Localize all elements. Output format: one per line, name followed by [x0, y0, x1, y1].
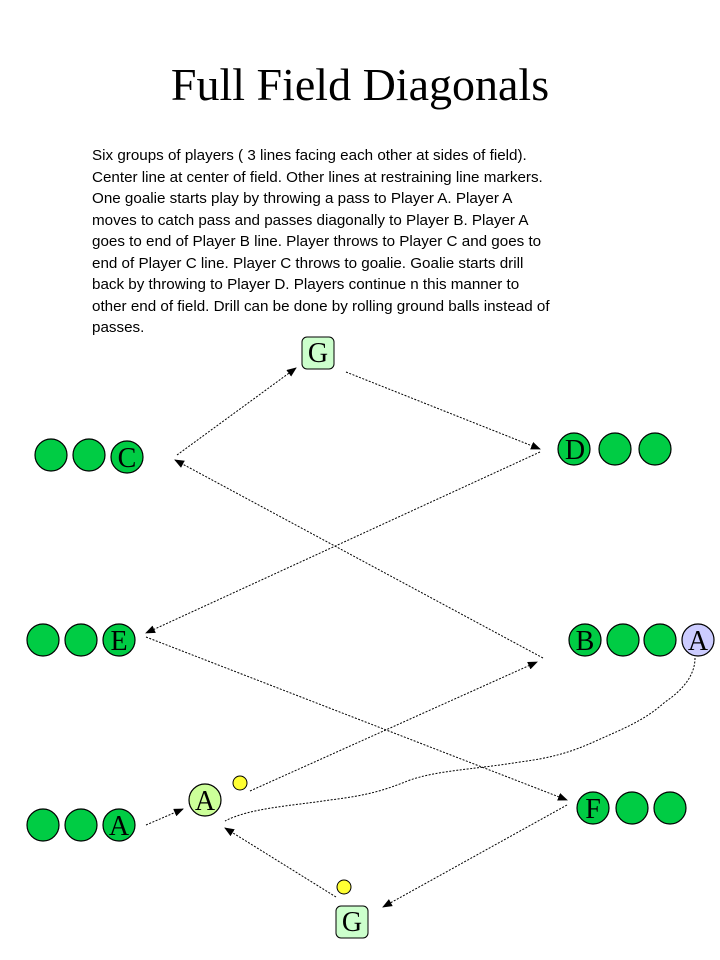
page-title: Full Field Diagonals	[170, 59, 550, 110]
description-line: passes.	[92, 319, 145, 336]
player-marker	[599, 433, 631, 465]
pass-arrow	[146, 809, 183, 825]
pass-arrow	[250, 662, 537, 791]
player-marker	[65, 624, 97, 656]
player-e-label: E	[110, 626, 128, 657]
goalie-bottom-label: G	[341, 907, 363, 938]
description-line: other end of field. Drill can be done by rolling ground balls instead of	[92, 297, 550, 315]
player-marker	[607, 624, 639, 656]
description-line: end of Player C line. Player C throws to goalie. Goalie starts drill	[92, 254, 524, 272]
player-a-end-label: A	[687, 626, 709, 657]
player-marker	[644, 624, 676, 656]
ball	[337, 880, 351, 894]
pass-arrow	[146, 452, 540, 633]
pass-arrow	[175, 460, 543, 658]
goalie-top-label: G	[307, 338, 329, 369]
player-marker	[27, 809, 59, 841]
description-line: moves to catch pass and passes diagonally to Player B. Player A	[92, 211, 529, 229]
description-line: Six groups of players ( 3 lines facing each other at sides of field).	[92, 147, 527, 164]
player-marker	[654, 792, 686, 824]
pass-arrow	[383, 805, 567, 907]
player-marker	[35, 439, 67, 471]
description-line: goes to end of Player B line. Player throws to Player C and goes to	[92, 233, 542, 250]
player-a-line-label: A	[108, 811, 130, 842]
player-marker	[65, 809, 97, 841]
pass-arrow	[146, 637, 567, 800]
player-f-label: F	[585, 794, 601, 825]
pass-arrow	[225, 828, 336, 897]
player-marker	[616, 792, 648, 824]
description-line: One goalie starts play by throwing a pass to Player A. Player A	[92, 190, 513, 207]
description-line: back by throwing to Player D. Players continue n this manner to	[92, 276, 520, 293]
player-b-label: B	[575, 626, 595, 657]
player-c-label: C	[117, 443, 137, 474]
description-line: Center line at center of field. Other lines at restraining line markers.	[92, 168, 543, 186]
player-a-moving-label: A	[194, 786, 216, 817]
pass-arrow	[346, 372, 540, 449]
player-d-label: D	[564, 435, 586, 466]
player-marker	[73, 439, 105, 471]
pass-arrow	[177, 368, 296, 455]
player-marker	[27, 624, 59, 656]
player-marker	[639, 433, 671, 465]
ball	[233, 776, 247, 790]
